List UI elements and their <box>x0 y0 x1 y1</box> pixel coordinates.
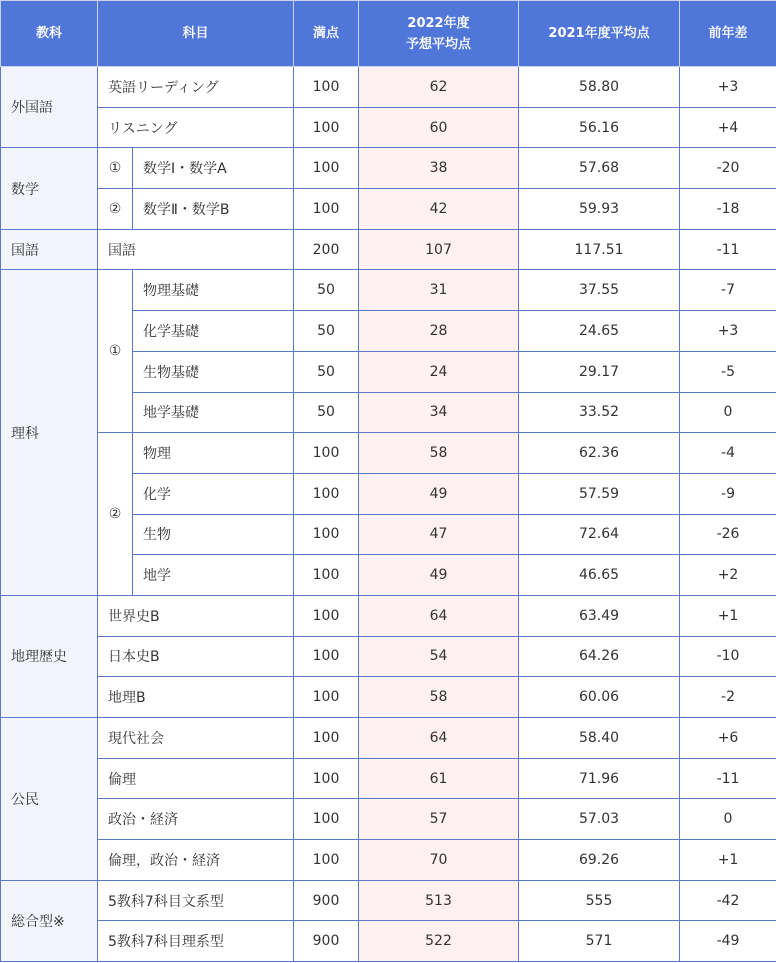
full-cell: 100 <box>294 189 359 230</box>
pred-cell: 57 <box>359 799 519 840</box>
full-cell: 50 <box>294 392 359 433</box>
pred-cell: 70 <box>359 840 519 881</box>
header-avg2021: 2021年度平均点 <box>519 1 680 67</box>
avg-cell: 58.80 <box>519 67 680 108</box>
avg-cell: 57.59 <box>519 473 680 514</box>
avg-cell: 29.17 <box>519 351 680 392</box>
pred-cell: 47 <box>359 514 519 555</box>
avg-cell: 571 <box>519 921 680 962</box>
pred-cell: 34 <box>359 392 519 433</box>
table-row <box>1 595 776 636</box>
header-pred-line1: 2022年度 <box>407 15 470 31</box>
pred-cell: 38 <box>359 148 519 189</box>
pred-cell: 24 <box>359 351 519 392</box>
full-cell: 900 <box>294 880 359 921</box>
table-row <box>1 67 776 108</box>
pred-cell: 42 <box>359 189 519 230</box>
table-row <box>1 799 776 840</box>
subject-cell: 地理歴史 <box>1 595 98 717</box>
pred-cell: 58 <box>359 677 519 718</box>
group-cell: ① <box>98 270 133 433</box>
course-cell: 物理 <box>133 433 294 474</box>
table-row <box>1 433 776 474</box>
avg-cell: 117.51 <box>519 229 680 270</box>
group-cell: ② <box>98 189 133 230</box>
pred-cell: 49 <box>359 555 519 596</box>
full-cell: 100 <box>294 555 359 596</box>
course-cell: 現代社会 <box>98 718 294 759</box>
course-cell: 地学基礎 <box>133 392 294 433</box>
pred-cell: 62 <box>359 67 519 108</box>
pred-cell: 513 <box>359 880 519 921</box>
course-cell: 生物基礎 <box>133 351 294 392</box>
full-cell: 100 <box>294 718 359 759</box>
full-cell: 900 <box>294 921 359 962</box>
pred-cell: 64 <box>359 718 519 759</box>
table-row <box>1 148 776 189</box>
full-cell: 100 <box>294 595 359 636</box>
course-cell: 数学Ⅰ・数学A <box>133 148 294 189</box>
pred-cell: 54 <box>359 636 519 677</box>
diff-cell: -4 <box>680 433 776 474</box>
avg-cell: 555 <box>519 880 680 921</box>
subject-cell: 理科 <box>1 270 98 596</box>
course-cell: 国語 <box>98 229 294 270</box>
header-pred-line2: 予想平均点 <box>406 36 472 52</box>
avg-cell: 33.52 <box>519 392 680 433</box>
pred-cell: 107 <box>359 229 519 270</box>
diff-cell: -5 <box>680 351 776 392</box>
table-row <box>1 880 776 921</box>
pred-cell: 64 <box>359 595 519 636</box>
avg-cell: 69.26 <box>519 840 680 881</box>
diff-cell: -7 <box>680 270 776 311</box>
avg-cell: 57.03 <box>519 799 680 840</box>
diff-cell: +1 <box>680 840 776 881</box>
diff-cell: +1 <box>680 595 776 636</box>
course-cell: 5教科7科目理系型 <box>98 921 294 962</box>
diff-cell: 0 <box>680 392 776 433</box>
pred-cell: 49 <box>359 473 519 514</box>
diff-cell: 0 <box>680 799 776 840</box>
diff-cell: -9 <box>680 473 776 514</box>
course-cell: 化学 <box>133 473 294 514</box>
group-cell: ① <box>98 148 133 189</box>
diff-cell: -11 <box>680 229 776 270</box>
pred-cell: 522 <box>359 921 519 962</box>
full-cell: 100 <box>294 67 359 108</box>
avg-cell: 58.40 <box>519 718 680 759</box>
table-row <box>1 758 776 799</box>
table-row <box>1 718 776 759</box>
pred-cell: 60 <box>359 107 519 148</box>
header-pred <box>359 1 519 67</box>
course-cell: 世界史B <box>98 595 294 636</box>
avg-cell: 46.65 <box>519 555 680 596</box>
diff-cell: +2 <box>680 555 776 596</box>
full-cell: 100 <box>294 433 359 474</box>
table-row <box>1 636 776 677</box>
avg-cell: 57.68 <box>519 148 680 189</box>
full-cell: 50 <box>294 311 359 352</box>
table-row <box>1 270 776 311</box>
header-course: 科目 <box>98 1 294 67</box>
header-diff: 前年差 <box>680 1 776 67</box>
avg-cell: 56.16 <box>519 107 680 148</box>
diff-cell: +4 <box>680 107 776 148</box>
diff-cell: -49 <box>680 921 776 962</box>
avg-cell: 64.26 <box>519 636 680 677</box>
course-cell: 地学 <box>133 555 294 596</box>
course-cell: リスニング <box>98 107 294 148</box>
avg-cell: 24.65 <box>519 311 680 352</box>
full-cell: 100 <box>294 677 359 718</box>
full-cell: 200 <box>294 229 359 270</box>
full-cell: 100 <box>294 514 359 555</box>
table-row <box>1 107 776 148</box>
subject-cell: 数学 <box>1 148 98 229</box>
course-cell: 生物 <box>133 514 294 555</box>
course-cell: 5教科7科目文系型 <box>98 880 294 921</box>
course-cell: 英語リーディング <box>98 67 294 108</box>
subject-cell: 公民 <box>1 718 98 881</box>
full-cell: 50 <box>294 351 359 392</box>
header-row <box>1 1 776 67</box>
diff-cell: +3 <box>680 311 776 352</box>
avg-cell: 37.55 <box>519 270 680 311</box>
pred-cell: 58 <box>359 433 519 474</box>
full-cell: 100 <box>294 758 359 799</box>
header-full: 満点 <box>294 1 359 67</box>
header-subject: 教科 <box>1 1 98 67</box>
diff-cell: -2 <box>680 677 776 718</box>
course-cell: 倫理 <box>98 758 294 799</box>
full-cell: 100 <box>294 636 359 677</box>
diff-cell: -11 <box>680 758 776 799</box>
full-cell: 100 <box>294 107 359 148</box>
full-cell: 100 <box>294 840 359 881</box>
diff-cell: -42 <box>680 880 776 921</box>
pred-cell: 28 <box>359 311 519 352</box>
diff-cell: +3 <box>680 67 776 108</box>
diff-cell: +6 <box>680 718 776 759</box>
course-cell: 数学Ⅱ・数学B <box>133 189 294 230</box>
full-cell: 50 <box>294 270 359 311</box>
avg-cell: 62.36 <box>519 433 680 474</box>
subject-cell: 総合型※ <box>1 880 98 961</box>
course-cell: 倫理，政治・経済 <box>98 840 294 881</box>
diff-cell: -26 <box>680 514 776 555</box>
table-row <box>1 677 776 718</box>
course-cell: 化学基礎 <box>133 311 294 352</box>
table-row <box>1 921 776 962</box>
full-cell: 100 <box>294 799 359 840</box>
avg-cell: 60.06 <box>519 677 680 718</box>
course-cell: 政治・経済 <box>98 799 294 840</box>
course-cell: 日本史B <box>98 636 294 677</box>
subject-cell: 外国語 <box>1 67 98 148</box>
course-cell: 地理B <box>98 677 294 718</box>
table-row <box>1 840 776 881</box>
diff-cell: -10 <box>680 636 776 677</box>
avg-cell: 63.49 <box>519 595 680 636</box>
group-cell: ② <box>98 433 133 596</box>
avg-cell: 72.64 <box>519 514 680 555</box>
pred-cell: 61 <box>359 758 519 799</box>
full-cell: 100 <box>294 148 359 189</box>
diff-cell: -18 <box>680 189 776 230</box>
avg-cell: 59.93 <box>519 189 680 230</box>
table-row <box>1 189 776 230</box>
table-row <box>1 229 776 270</box>
diff-cell: -20 <box>680 148 776 189</box>
full-cell: 100 <box>294 473 359 514</box>
pred-cell: 31 <box>359 270 519 311</box>
avg-cell: 71.96 <box>519 758 680 799</box>
subject-cell: 国語 <box>1 229 98 270</box>
course-cell: 物理基礎 <box>133 270 294 311</box>
